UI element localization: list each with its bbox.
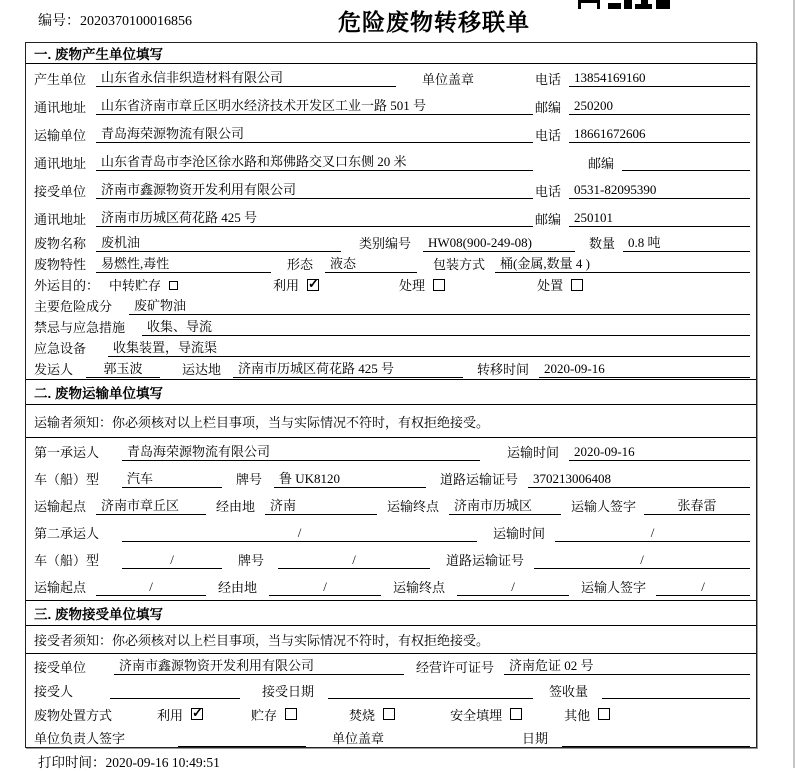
disposal-option-use-label: 利用 [157,707,184,723]
disposal-method-label: 废物处置方式 [34,707,113,723]
producer-address-row [26,92,756,120]
first-route-start-label: 运输起点 [34,499,87,514]
first-vehicle-type-label: 车（船）型 [34,472,100,487]
producer-row [26,64,756,92]
receiver-notice: 接受者须知：你必须核对以上栏目事项，当与实际情况不符时，有权拒绝接受。 [26,626,756,654]
seal-label: 单位盖章 [422,71,475,87]
signed-qty-value [602,681,750,699]
second-route-via-value: / [269,578,381,596]
disposal-option-landfill-label: 安全填埋 [450,707,503,723]
waste-pack-value: 桶(金属,数量 4 ) [495,255,750,273]
waste-character-label: 废物特性 [34,257,87,272]
waste-pack-label: 包装方式 [433,257,486,272]
second-route-sign-value: / [656,578,750,596]
second-plate-value: / [278,551,430,569]
serial-number [38,10,192,30]
waste-character-value: 易燃性,毒性 [96,255,271,273]
waste-character-row [26,253,756,274]
receiver-row [26,176,756,204]
section3-header: 三. 废物接受单位填写 [26,600,756,626]
transporter-notice: 运输者须知：你必须核对以上栏目事项，当与实际情况不符时，有权拒绝接受。 [26,405,756,438]
transporter-zip-value [622,153,750,171]
second-carrier-time-label: 运输时间 [493,526,546,541]
destination-label: 运达地 [182,362,222,377]
second-route-start-value: / [96,578,206,596]
second-route-end-value: / [457,578,569,596]
transporter-label: 运输单位 [34,127,87,143]
dispatcher-row [26,358,756,379]
receiver-value: 济南市鑫源物资开发利用有限公司 [96,181,533,199]
accept-unit-label: 接受单位 [34,659,87,675]
emergency-equipment-label: 应急设备 [34,341,87,356]
producer-zip-label: 邮编 [534,99,561,115]
first-carrier-time-value: 2020-09-16 [569,443,750,461]
purpose-option-storage-label: 中转贮存 [109,278,162,293]
print-time-label: 打印时间： [38,755,106,770]
purpose-storage-checkbox-icon [169,281,178,290]
disposal-option-burn [349,705,395,724]
disposal-store-checkbox-icon [285,708,297,720]
disposal-method-row [26,702,756,726]
page-title: 危险废物转移联单 [338,9,530,35]
signed-qty-label: 签收量 [549,683,589,699]
responsible-sign-label: 单位负责人签字 [34,731,126,746]
purpose-treat-checkbox-icon [433,279,445,291]
first-route-row [26,492,756,519]
producer-value: 山东省永信非织造材料有限公司 [96,69,396,87]
transporter-value: 青岛海荣源物流有限公司 [96,125,533,143]
section1-header: 一. 废物产生单位填写 [26,43,756,64]
receiver-zip-value: 250101 [569,209,750,227]
first-carrier-row [26,438,756,465]
waste-code-label: 类别编号 [359,236,412,251]
receiver-address-label: 通讯地址 [34,211,87,227]
disposal-other-checkbox-icon [598,708,610,720]
purpose-option-use [273,275,319,294]
hazard-component-row [26,295,756,316]
emergency-equipment-value: 收集装置，导流渠 [108,339,750,357]
purpose-option-treat-label: 处理 [399,278,426,293]
waste-form-label: 形态 [287,257,314,272]
second-permit-value: / [534,551,750,569]
accept-unit-row [26,654,756,678]
second-vehicle-type-label: 车（船）型 [34,553,100,568]
serial-label: 编号： [38,14,80,29]
print-time-value: 2020-09-16 10:49:51 [105,755,220,770]
accept-date-label: 接受日期 [262,683,315,699]
qr-code-fragment-icon [578,0,674,9]
sign-date-label: 日期 [522,731,549,746]
first-permit-value: 370213006408 [528,470,750,488]
transporter-address-row [26,148,756,176]
first-carrier-value: 青岛海荣源物流有限公司 [122,443,480,461]
disposal-option-store [251,705,297,724]
hazard-component-value: 废矿物油 [129,297,750,315]
transporter-row [26,120,756,148]
receiver-label: 接受单位 [34,183,87,199]
first-permit-label: 道路运输证号 [440,472,519,487]
second-carrier-value: / [122,524,477,542]
transfer-time-label: 转移时间 [477,362,530,377]
second-plate-label: 牌号 [238,553,265,568]
disposal-burn-checkbox-icon [383,708,395,720]
disposal-option-use [157,705,203,724]
disposal-option-store-label: 贮存 [251,707,278,723]
second-permit-label: 道路运输证号 [446,553,525,568]
receiver-phone-value: 0531-82095390 [569,181,750,199]
transfer-purpose-label: 外运目的： [34,278,100,293]
responsible-sign-value [178,729,306,747]
accept-date-value [328,681,533,699]
second-carrier-row [26,519,756,546]
second-route-start-label: 运输起点 [34,580,87,595]
purpose-use-checkbox-icon [307,279,319,291]
hazard-component-label: 主要危险成分 [34,299,113,314]
purpose-dispose-checkbox-icon [571,279,583,291]
purpose-option-dispose [537,275,583,294]
purpose-option-dispose-label: 处置 [537,278,564,293]
first-plate-value: 鲁 UK8120 [274,470,426,488]
receiver-address-value: 济南市历城区荷花路 425 号 [96,209,533,227]
first-route-start-value: 济南市章丘区 [96,497,206,515]
transfer-time-value: 2020-09-16 [539,360,750,378]
producer-address-value: 山东省济南市章丘区明水经济技术开发区工业一路 501 号 [96,97,533,115]
first-route-sign-label: 运输人签字 [571,499,637,514]
first-vehicle-type-value: 汽车 [122,470,222,488]
second-route-via-label: 经由地 [218,580,258,595]
producer-label: 产生单位 [34,71,87,87]
transfer-form-table [25,42,757,748]
waste-form-value: 液态 [325,255,417,273]
first-carrier-label: 第一承运人 [34,445,100,460]
waste-qty-label: 数量 [589,236,616,251]
first-route-sign-value: 张春雷 [644,497,750,515]
waste-code-value: HW08(900-249-08) [423,234,575,252]
unit-seal-label: 单位盖章 [332,731,385,746]
transporter-address-label: 通讯地址 [34,155,87,171]
transfer-purpose-row [26,274,756,295]
producer-phone-value: 13854169160 [569,69,750,87]
acceptor-label: 接受人 [34,683,74,699]
second-carrier-label: 第二承运人 [34,526,100,541]
disposal-landfill-checkbox-icon [510,708,522,720]
waste-name-value: 废机油 [96,234,341,252]
receiver-address-row [26,204,756,232]
print-time [38,751,220,771]
purpose-option-use-label: 利用 [273,278,300,293]
section2-header: 二. 废物运输单位填写 [26,379,756,405]
first-plate-label: 牌号 [236,472,263,487]
producer-zip-value: 250200 [569,97,750,115]
accept-unit-value: 济南市鑫源物资开发利用有限公司 [114,657,404,675]
sign-date-value [562,729,750,747]
waste-qty-value: 0.8 吨 [623,234,750,252]
disposal-use-checkbox-icon [191,708,203,720]
destination-value: 济南市历城区荷花路 425 号 [233,360,463,378]
license-label: 经营许可证号 [416,659,495,675]
second-route-end-label: 运输终点 [393,580,446,595]
emergency-equipment-row [26,337,756,358]
waste-name-row [26,232,756,253]
transporter-address-value: 山东省青岛市李沧区徐水路和郑佛路交叉口东侧 20 米 [96,153,533,171]
second-vehicle-type-value: / [122,551,222,569]
second-vehicle-row [26,546,756,573]
receiver-zip-label: 邮编 [534,211,561,227]
license-value: 济南危证 02 号 [504,657,750,675]
transporter-phone-label: 电话 [534,127,561,143]
first-route-via-value: 济南 [265,497,377,515]
second-carrier-time-value: / [555,524,750,542]
receiver-phone-label: 电话 [534,183,561,199]
dispatcher-value: 郭玉波 [86,360,160,378]
acceptor-row [26,678,756,702]
taboo-measures-value: 收集、导流 [142,318,750,336]
purpose-option-storage [109,275,178,294]
acceptor-value [110,681,240,699]
transporter-zip-label: 邮编 [587,155,614,171]
producer-phone-label: 电话 [534,71,561,87]
second-route-sign-label: 运输人签字 [581,580,647,595]
first-route-end-value: 济南市历城区 [449,497,561,515]
disposal-option-other-label: 其他 [564,707,591,723]
first-route-end-label: 运输终点 [387,499,440,514]
taboo-measures-row [26,316,756,337]
disposal-option-burn-label: 焚烧 [349,707,376,723]
dispatcher-label: 发运人 [34,362,74,377]
first-carrier-time-label: 运输时间 [506,445,559,460]
producer-address-label: 通讯地址 [34,99,87,115]
first-vehicle-row [26,465,756,492]
transporter-phone-value: 18661672606 [569,125,750,143]
disposal-option-other [564,705,610,724]
serial-value: 2020370100016856 [80,14,192,29]
second-route-row [26,573,756,600]
responsible-sign-row [26,726,756,749]
purpose-option-treat [399,275,445,294]
disposal-option-landfill [450,705,522,724]
taboo-measures-label: 禁忌与应急措施 [34,320,126,335]
page-right-edge [793,0,795,768]
waste-name-label: 废物名称 [34,236,87,251]
first-route-via-label: 经由地 [216,499,256,514]
